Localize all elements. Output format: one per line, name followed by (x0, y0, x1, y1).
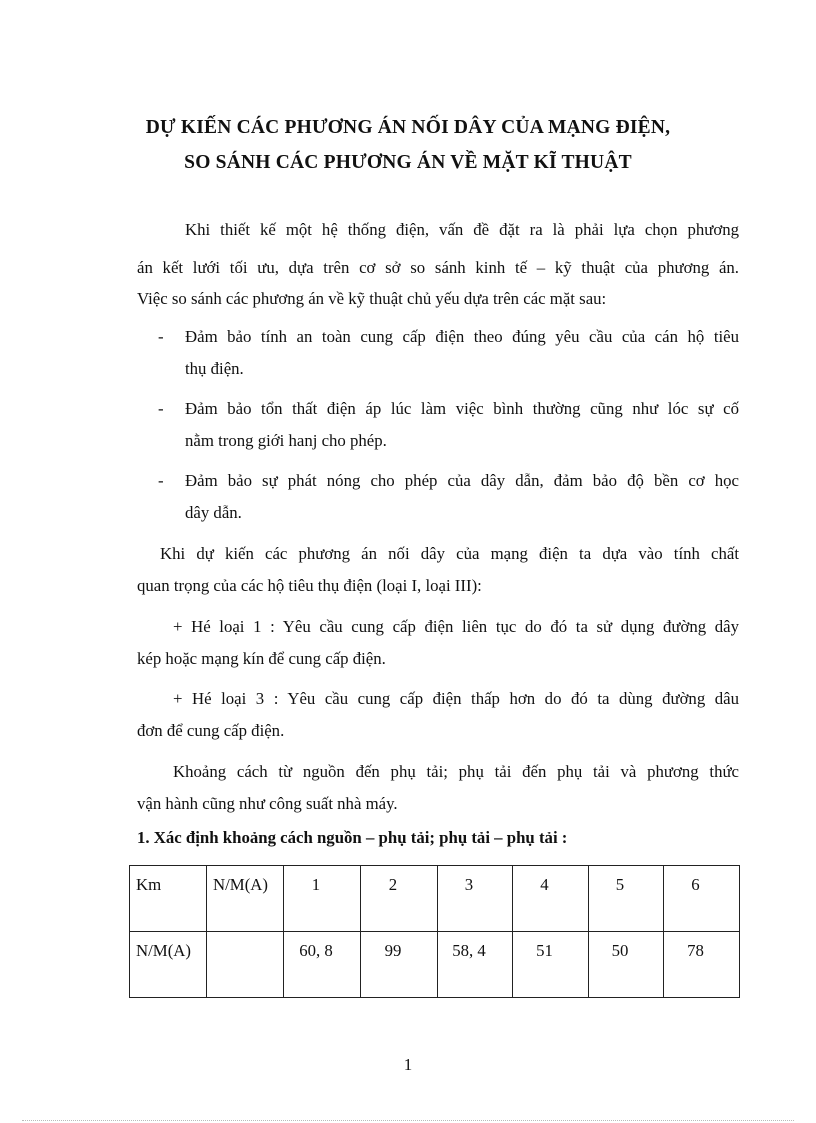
bullet-dash: - (158, 471, 164, 490)
table-header-row (130, 866, 740, 932)
bullet-3-line-2: dây dẫn. (185, 503, 242, 522)
bullet-2-line-2: nằm trong giới hanj cho phép. (185, 431, 387, 450)
table-cell: 4 (513, 866, 589, 932)
table-cell: 50 (589, 932, 664, 998)
table-cell: 3 (438, 866, 513, 932)
table-cell: 51 (513, 932, 589, 998)
table-cell: Km (130, 866, 207, 932)
title-line-1: DỰ KIẾN CÁC PHƯƠNG ÁN NỐI DÂY CỦA MẠNG ĐIỆN, (145, 117, 671, 138)
bullet-2-line-1: Đảm bảo tổn thất điện áp lúc làm việc bình thường cũng như lóc sự cố (185, 399, 739, 418)
bullet-3-line-1: Đảm bảo sự phát nóng cho phép của dây dẫn, đảm bảo độ bền cơ học (185, 471, 739, 490)
table-cell: 1 (284, 866, 361, 932)
para2-line-2: quan trọng của các hộ tiêu thụ điện (loại I, loại III): (137, 576, 482, 595)
table-cell: N/M(A) (130, 932, 207, 998)
para4-line-1: + Hé loại 3 : Yêu cầu cung cấp điện thấp hơn do đó ta dùng đường dâu (173, 689, 739, 708)
table-cell: N/M(A) (207, 866, 284, 932)
table-cell: 58, 4 (438, 932, 513, 998)
bullet-1-line-2: thụ điện. (185, 359, 244, 378)
distance-table (129, 865, 740, 998)
intro-line-2: án kết lưới tối ưu, dựa trên cơ sở so sánh kinh tế – kỹ thuật của phương án. (137, 258, 739, 277)
table-cell: 2 (361, 866, 438, 932)
para3-line-2: kép hoặc mạng kín để cung cấp điện. (137, 649, 386, 668)
para2-line-1: Khi dự kiến các phương án nối dây của mạng điện ta dựa vào tính chất (160, 544, 739, 563)
footer-divider (22, 1120, 794, 1121)
title-line-2: SO SÁNH CÁC PHƯƠNG ÁN VỀ MẶT KĨ THUẬT (184, 152, 632, 173)
para3-line-1: + Hé loại 1 : Yêu cầu cung cấp điện liên tục do đó ta sử dụng đường dây (173, 617, 739, 636)
page-number: 1 (403, 1055, 413, 1074)
table-cell: 6 (664, 866, 740, 932)
table-cell: 99 (361, 932, 438, 998)
intro-line-1: Khi thiết kế một hệ thống điện, vấn đề đặt ra là phải lựa chọn phương (185, 220, 739, 239)
para4-line-2: đơn để cung cấp điện. (137, 721, 285, 740)
bullet-dash: - (158, 399, 164, 418)
para5-line-2: vận hành cũng như công suất nhà máy. (137, 794, 398, 813)
table-cell: 60, 8 (284, 932, 361, 998)
table-cell (207, 932, 284, 998)
para5-line-1: Khoảng cách từ nguồn đến phụ tải; phụ tải đến phụ tải và phương thức (173, 762, 739, 781)
table-cell: 78 (664, 932, 740, 998)
section-1-heading: 1. Xác định khoảng cách nguồn – phụ tải; phụ tải – phụ tải : (137, 828, 568, 847)
intro-line-3: Việc so sánh các phương án về kỹ thuật chủ yếu dựa trên các mặt sau: (137, 289, 607, 308)
table-cell: 5 (589, 866, 664, 932)
bullet-dash: - (158, 327, 164, 346)
table-row (130, 932, 740, 998)
bullet-1-line-1: Đảm bảo tính an toàn cung cấp điện theo đúng yêu cầu của cán hộ tiêu (185, 327, 739, 346)
